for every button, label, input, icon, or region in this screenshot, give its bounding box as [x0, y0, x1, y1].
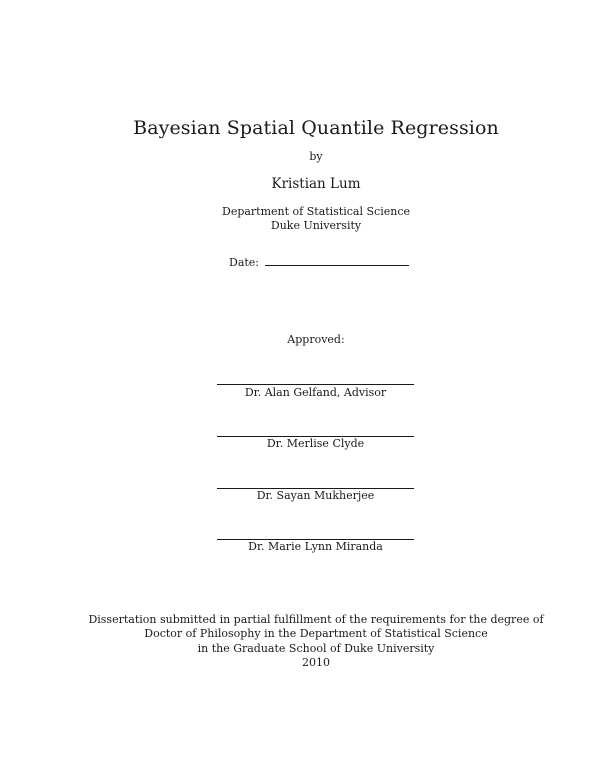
university-name: Duke University — [270, 219, 362, 232]
approved-label: Approved: — [287, 333, 345, 346]
date-label: Date: — [229, 256, 260, 269]
signature-line — [217, 384, 414, 385]
date-field — [229, 253, 409, 269]
dissertation-title: Bayesian Spatial Quantile Regression — [133, 117, 499, 139]
committee-member-name: Dr. Merlise Clyde — [266, 437, 365, 450]
by-label: by — [309, 150, 323, 163]
statement-line: Dissertation submitted in partial fulfillment of the requirements for the degree of — [88, 613, 544, 626]
statement-line: in the Graduate School of Duke University — [197, 641, 435, 655]
committee-member-name: Dr. Alan Gelfand, Advisor — [244, 386, 387, 399]
date-blank-line — [265, 265, 409, 266]
committee-member-name: Dr. Sayan Mukherjee — [256, 489, 375, 502]
submission-statement — [0, 613, 600, 670]
statement-year: 2010 — [302, 655, 330, 669]
department-name: Department of Statistical Science — [222, 205, 410, 218]
author-name: Kristian Lum — [271, 176, 361, 192]
committee-member-name: Dr. Marie Lynn Miranda — [248, 540, 383, 553]
statement-line: Doctor of Philosophy in the Department of Statistical Science — [144, 627, 488, 641]
